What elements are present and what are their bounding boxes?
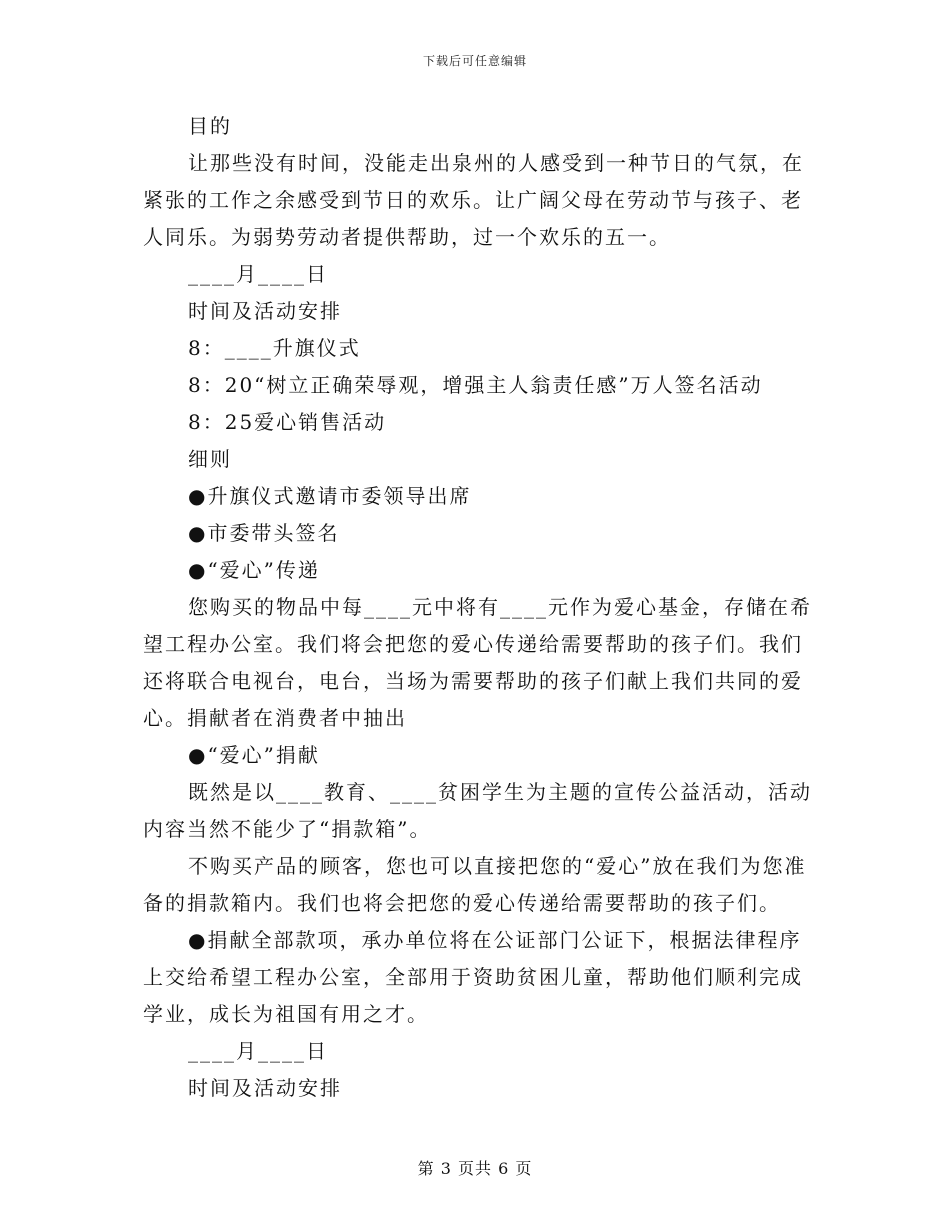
schedule-heading: 时间及活动安排 xyxy=(188,299,342,323)
date-line: ____月____日 xyxy=(188,262,328,286)
customer-paragraph: 不购买产品的顾客，您也可以直接把您的“爱心”放在我们为您准备的捐款箱内。我们也将会把您的爱心传递给需要帮助的孩子们。 xyxy=(143,854,807,915)
love-relay-paragraph: 您购买的物品中每____元中将有____元作为爱心基金，存储在希望工程办公室。我们将会把您的爱心传递给需要帮助的孩子们。我们还将联合电视台，电台，当场为需要帮助的孩子们献上我们共同的爱心。捐献者在消费者中抽出 xyxy=(143,595,812,730)
donation-box-paragraph: 既然是以____教育、____贫困学生为主题的宣传公益活动，活动内容当然不能少了“捐款箱”。 xyxy=(143,780,812,841)
section-heading-purpose: 目的 xyxy=(188,114,232,138)
details-heading: 细则 xyxy=(188,447,232,471)
page-footer: 第 3 页共 6 页 xyxy=(417,1159,533,1178)
bullet-flag-ceremony: ●升旗仪式邀请市委领导出席 xyxy=(188,484,472,508)
purpose-paragraph: 让那些没有时间，没能走出泉州的人感受到一种节日的气氛，在紧张的工作之余感受到节日的欢乐。让广阔父母在劳动节与孩子、老人同乐。为弱势劳动者提供帮助，过一个欢乐的五一。 xyxy=(143,151,804,249)
schedule-item-sale: 8：25爱心销售活动 xyxy=(188,410,387,434)
page-header: 下载后可任意编辑 xyxy=(422,54,527,68)
bullet-love-donation: ●“爱心”捐献 xyxy=(188,743,320,767)
funds-paragraph: ●捐献全部款项，承办单位将在公证部门公证下，根据法律程序上交给希望工程办公室，全部用于资助贫困儿童，帮助他们顺利完成学业，成长为祖国有用之才。 xyxy=(143,928,803,1026)
date-line-2: ____月____日 xyxy=(188,1039,328,1063)
schedule-item-flag: 8：____升旗仪式 xyxy=(188,336,361,360)
schedule-item-signing: 8：20“树立正确荣辱观，增强主人翁责任感”万人签名活动 xyxy=(188,373,763,397)
bullet-committee-sign: ●市委带头签名 xyxy=(188,521,340,545)
schedule-heading-2: 时间及活动安排 xyxy=(188,1076,342,1100)
document-body xyxy=(143,108,813,1107)
bullet-love-relay: ●“爱心”传递 xyxy=(188,558,320,582)
